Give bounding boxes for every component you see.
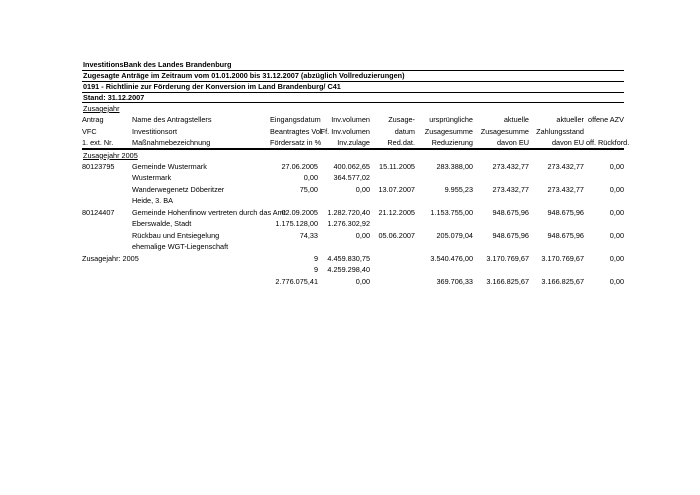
report-page [82,60,630,287]
report-title: Zugesagte Anträge im Zeitraum vom 01.01.2000 bis 31.12.2007 (abzüglich Vollreduzierungen) [82,71,624,82]
total-invvol: 4.459.830,75 [327,253,370,263]
cell-aktuell: 948.675,96 [492,207,529,217]
total-row [82,264,624,276]
column-header-zahlung: davon EU [551,138,584,147]
total-invvol: 4.259.298,40 [327,265,370,274]
cell-urspr: 283.388,00 [436,161,473,171]
column-header-eingang: Fördersatz in % [270,138,322,147]
total-aktuell: 3.166.825,67 [486,276,529,286]
cell-eingang: 02.09.2005 [281,207,318,217]
total-eingang: 2.776.075,41 [275,276,318,286]
cell-offen: 0,00 [609,230,624,240]
column-header-eingang: Beantragtes Vol. [270,126,324,136]
cell-eingang: 27.06.2005 [281,161,318,171]
table-row [82,218,624,230]
cell-name: Gemeinde Hohenfinow vertreten durch das Amt [132,207,286,217]
total-zahlung: 3.170.769,67 [541,253,584,263]
cell-offen: 0,00 [609,207,624,217]
cell-name: Heide, 3. BA [132,196,173,205]
column-header-zusage: Red.dat. [387,138,415,147]
column-header-invvol: Ff. Inv.volumen [320,126,370,136]
cell-zahlung: 273.432,77 [547,161,584,171]
bank-name: InvestitionsBank des Landes Brandenburg [82,60,624,71]
stand-date: Stand: 31.12.2007 [82,93,624,103]
column-header-name: Investitionsort [132,126,178,136]
column-header-zahlung: Zahlungsstand [536,126,584,136]
program-title: 0191 - Richtlinie zur Förderung der Konversion im Land Brandenburg/ C41 [82,82,624,93]
cell-aktuell: 273.432,77 [492,184,529,194]
cell-name: ehemalige WGT-Liegenschaft [132,242,229,251]
cell-urspr: 9.955,23 [444,184,473,194]
total-offen: 0,00 [609,253,624,263]
column-header-urspr: Zusagesumme [424,126,473,136]
table-row [82,195,624,207]
total-antrag: Zusagejahr: 2005 [82,253,139,263]
column-header-offen: offene AZV [588,115,624,124]
cell-name: Wanderwegenetz Döberitzer [132,184,225,194]
column-header-zusage: datum [394,126,415,136]
entries-table [82,161,624,253]
total-zahlung: 3.166.825,67 [541,276,584,286]
cell-zusage: 15.11.2005 [379,161,415,171]
column-headers [82,114,630,150]
table-row [82,207,624,219]
cell-name: Gemeinde Wustermark [132,161,207,171]
column-header-invvol: Inv.volumen [331,115,370,124]
table-row [82,184,624,196]
cell-eingang: 0,00 [303,173,318,182]
column-header-aktuell: davon EU [496,138,529,147]
column-header-eingang: Eingangsdatum [270,115,321,124]
column-header-antrag: 1. ext. Nr. [82,138,114,147]
total-invvol: 0,00 [355,276,370,286]
cell-zusage: 21.12.2005 [378,207,415,217]
table-row [82,230,624,242]
column-header-urspr: Reduzierung [431,138,473,147]
cell-zahlung: 948.675,96 [547,207,584,217]
cell-invvol: 400.062,65 [333,161,370,171]
cell-invvol: 364.577,02 [333,173,370,182]
column-header-offen: off. Rückford. [586,138,630,147]
cell-invvol: 1.282.720,40 [327,207,370,217]
cell-name: Rückbau und Entsiegelung [132,230,220,240]
total-eingang: 9 [313,253,318,263]
total-urspr: 3.540.476,00 [430,253,473,263]
cell-aktuell: 273.432,77 [492,161,529,171]
zusagejahr-label: Zusagejahr [83,104,120,113]
column-header-invvol: Inv.zulage [337,138,370,147]
table-row [82,172,624,184]
cell-aktuell: 948.675,96 [492,230,529,240]
total-offen: 0,00 [609,276,624,286]
column-header-antrag: Antrag [82,115,104,124]
cell-zusage: 13.07.2007 [378,184,415,194]
cell-name: Wustermark [132,173,172,182]
cell-eingang: 1.175.128,00 [275,219,318,228]
total-urspr: 369.706,33 [436,276,473,286]
cell-antrag: 80123795 [82,161,115,171]
column-header-zusage: Zusage- [388,115,415,124]
cell-offen: 0,00 [609,184,624,194]
table-row [82,161,624,173]
section-label: Zusagejahr 2005 [83,150,138,160]
column-header-aktuell: Zusagesumme [480,126,529,136]
total-row [82,276,624,288]
total-aktuell: 3.170.769,67 [486,253,529,263]
column-header-zahlung: aktueller [556,115,584,124]
cell-name: Eberswalde, Stadt [132,219,192,228]
total-eingang: 9 [313,265,318,274]
cell-eingang: 74,33 [299,230,318,240]
totals-table [82,253,624,288]
cell-invvol: 0,00 [355,230,370,240]
cell-urspr: 205.079,04 [436,230,473,240]
cell-zusage: 05.06.2007 [378,230,415,240]
cell-invvol: 1.276.302,92 [327,219,370,228]
cell-zahlung: 273.432,77 [547,184,584,194]
column-header-antrag: VFC [82,126,97,136]
table-row [82,241,624,253]
total-row [82,253,624,265]
column-header-name: Maßnahmebezeichnung [132,138,211,147]
cell-offen: 0,00 [609,161,624,171]
cell-eingang: 75,00 [299,184,318,194]
cell-zahlung: 948.675,96 [547,230,584,240]
column-header-urspr: ursprüngliche [429,115,473,124]
cell-urspr: 1.153.755,00 [430,207,473,217]
column-header-row [82,137,630,150]
column-header-aktuell: aktuelle [503,115,529,124]
cell-antrag: 80124407 [82,207,115,217]
column-header-row [82,126,624,138]
column-header-name: Name des Antragstellers [132,115,212,124]
column-header-row [82,114,624,126]
cell-invvol: 0,00 [355,184,370,194]
